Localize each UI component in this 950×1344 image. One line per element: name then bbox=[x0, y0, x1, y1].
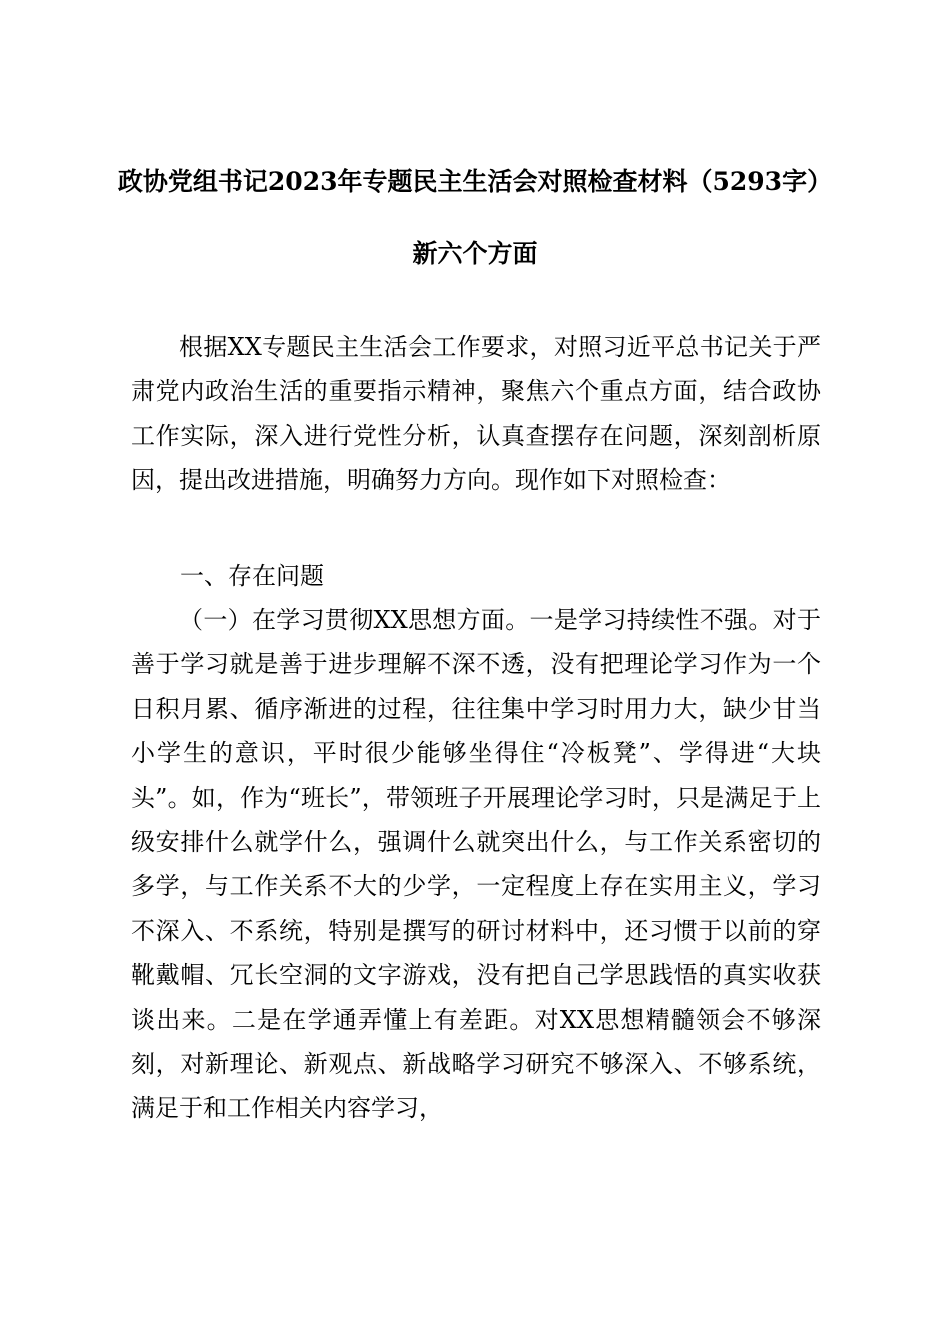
intro-paragraph: 根据XX专题民主生活会工作要求，对照习近平总书记关于严肃党内政治生活的重要指示精神，聚焦六个重点方面，结合政协工作实际，深入进行党性分析，认真查摆存在问题，深刻剖析原因，提出改进措施，明确努力方向。现作如下对照检查： bbox=[131, 333, 821, 495]
document-title-line-2: 新六个方面 bbox=[412, 239, 538, 268]
document-title-line-1: 政协党组书记2023年专题民主生活会对照检查材料（5293字） bbox=[117, 167, 833, 196]
subsection-paragraph: （一）在学习贯彻XX思想方面。一是学习持续性不强。对于善于学习就是善于进步理解不深不透，没有把理论学习作为一个日积月累、循序渐进的过程，往往集中学习时用力大，缺少甘当小学生的意识，平时很少能够坐得住“冷板凳”、学得进“大块头”。如，作为“班长”，带领班子开展理论学习时，只是满足于上级安排什么就学什么，强调什么就突出什么，与工作关系密切的多学，与工作关系不大的少学，一定程度上存在实用主义，学习不深入、不系统，特别是撰写的研讨材料中，还习惯于以前的穿靴戴帽、冗长空洞的文字游戏，没有把自己学思践悟的真实收获谈出来。二是在学通弄懂上有差距。对XX思想精髓领会不够深刻，对新理论、新观点、新战略学习研究不够深入、不够系统，满足于和工作相关内容学习， bbox=[131, 606, 821, 1123]
section-heading: 一、存在问题 bbox=[180, 562, 324, 590]
